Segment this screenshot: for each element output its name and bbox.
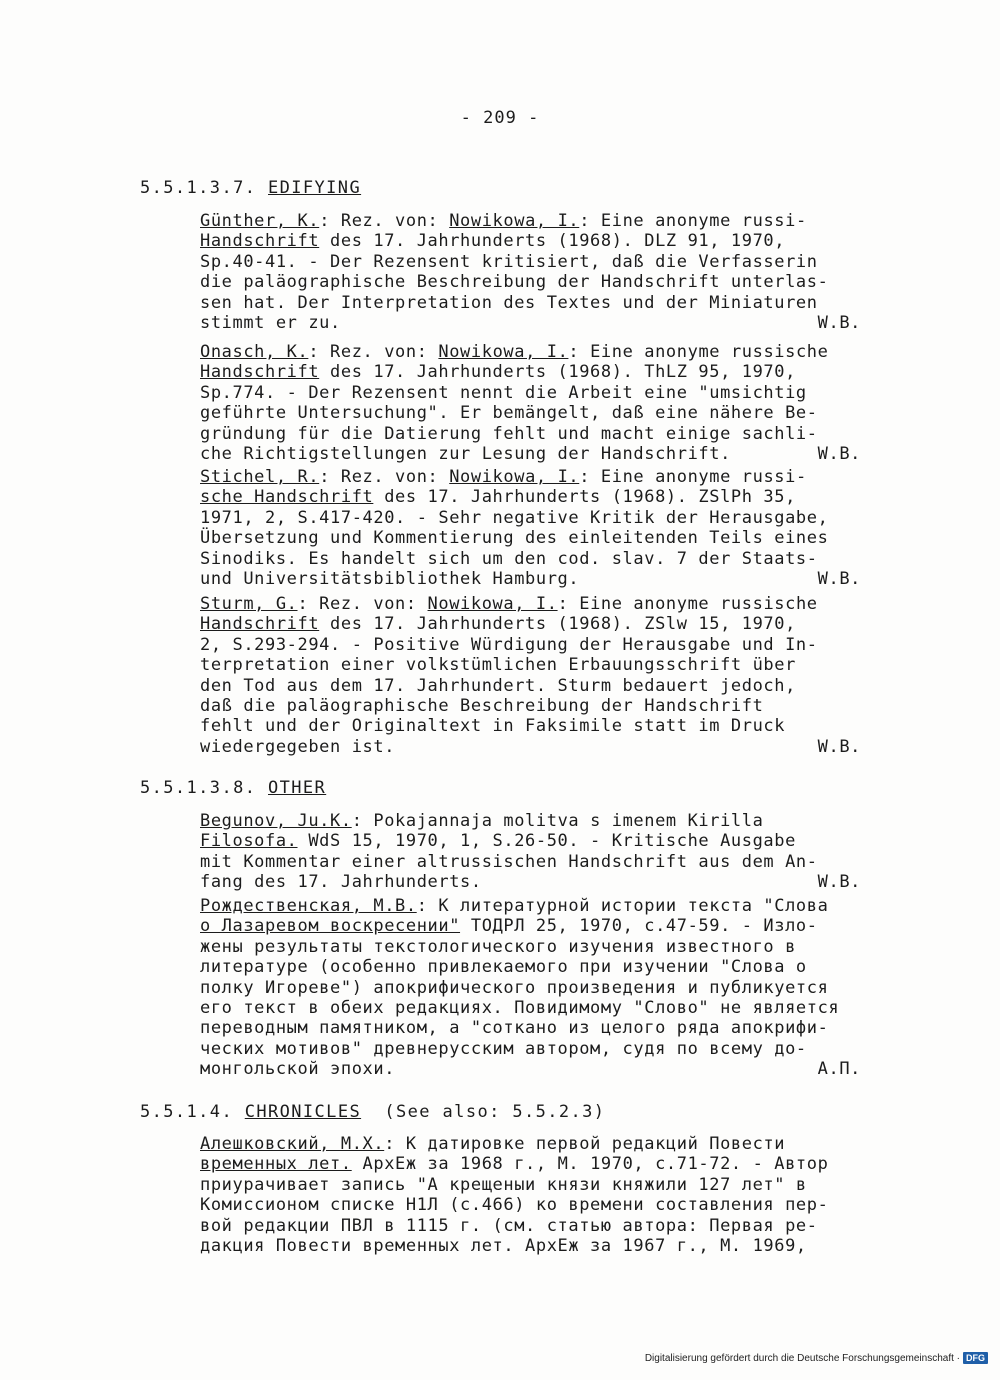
entry-line <box>200 231 875 251</box>
entry-text: ТОДРЛ 25, 1970, с.47-59. - Изло- <box>460 916 818 937</box>
entry-line <box>200 831 875 851</box>
section-see-also: (See also: 5.5.2.3) <box>384 1102 606 1122</box>
entry-line <box>200 1039 875 1059</box>
entry-line <box>200 957 875 977</box>
underlined-citation: Handschrift <box>200 362 320 383</box>
section-heading <box>140 778 326 798</box>
entry-text: ческих мотивов" древнерусским автором, судя по всему до- <box>200 1038 807 1059</box>
entry-text: Комиссионом списке Н1Л (с.466) ко времени составления пер- <box>200 1195 829 1216</box>
entry-text: fehlt und der Originaltext in Faksimile statt im Druck <box>200 716 786 737</box>
entry-line <box>200 508 875 528</box>
entry-text: : Rez. von: <box>297 594 428 614</box>
page-number: - 209 - <box>460 108 540 128</box>
entry-line <box>200 676 875 696</box>
entry-line <box>200 1236 875 1256</box>
entry-line <box>200 998 875 1018</box>
entry-text: полку Игореве") апокрифического произведения и публикуется <box>200 977 829 998</box>
section-number: 5.5.1.3.8. <box>140 778 257 798</box>
underlined-citation: Günther, K. <box>200 211 320 231</box>
entry-line <box>200 252 875 272</box>
entry-text: sen hat. Der Interpretation des Textes und der Miniaturen <box>200 292 818 313</box>
entry-text: wiedergegeben ist. <box>200 736 396 757</box>
entry-text: : Rez. von: <box>319 467 450 487</box>
reviewer-initials: W.B. <box>817 872 861 893</box>
section-title: OTHER <box>268 778 327 798</box>
entry-text: den Tod aus dem 17. Jahrhundert. Sturm bedauert jedoch, <box>200 675 796 696</box>
underlined-citation: Handschrift <box>200 614 320 635</box>
entry-line <box>200 487 875 507</box>
reviewer-initials: W.B. <box>817 568 861 589</box>
underlined-citation: Begunov, Ju.K. <box>200 811 352 831</box>
bibliography-entry <box>200 1134 875 1256</box>
entry-line <box>200 1195 875 1215</box>
reviewer-initials: W.B. <box>817 736 861 757</box>
reviewer-initials: W.B. <box>817 443 861 464</box>
entry-text: : Pokajannaja molitva s imenem Kirilla <box>351 811 764 831</box>
section-heading <box>140 178 361 198</box>
underlined-citation: временных лет. <box>200 1154 352 1175</box>
entry-line <box>200 383 875 403</box>
entry-text: des 17. Jahrhunderts (1968). ThLZ 95, 1970, <box>319 362 796 383</box>
entry-text: 2, S.293-294. - Positive Würdigung der Herausgabe und In- <box>200 634 818 655</box>
bibliography-entry <box>200 342 875 464</box>
entry-text: вой редакции ПВЛ в 1115 г. (см. статью автора: Первая ре- <box>200 1215 818 1236</box>
entry-text: geführte Untersuchung". Er bemängelt, daß eine nähere Be- <box>200 403 818 424</box>
underlined-citation: Nowikowa, I. <box>427 594 558 614</box>
entry-text: : Eine anonyme russi- <box>579 211 807 231</box>
entry-text: его текст в обеих редакциях. Повидимому "Слово" не является <box>200 997 840 1018</box>
entry-line <box>200 811 875 831</box>
entry-text: stimmt er zu. <box>200 312 341 333</box>
footer-text: Digitalisierung gefördert durch die Deutsche Forschungsgemeinschaft · <box>644 1352 960 1364</box>
entry-text: fang des 17. Jahrhunderts. <box>200 872 482 893</box>
underlined-citation: Рождественская, М.В. <box>200 896 417 916</box>
section-heading <box>140 1102 605 1122</box>
entry-text: Sinodiks. Es handelt sich um den cod. slav. 7 der Staats- <box>200 548 818 569</box>
entry-line <box>200 852 875 872</box>
entry-text: : Eine anonyme russische <box>568 342 829 362</box>
section-number: 5.5.1.4. <box>140 1102 234 1122</box>
entry-line <box>200 1154 875 1174</box>
bibliography-entry <box>200 811 875 893</box>
entry-text: : Eine anonyme russische <box>557 594 818 614</box>
entry-text: дакция Повести временных лет. АрхЕж за 1967 г., М. 1969, <box>200 1235 807 1256</box>
underlined-citation: sche Handschrift <box>200 487 374 508</box>
underlined-citation: Nowikowa, I. <box>438 342 569 362</box>
entry-line <box>200 1175 875 1195</box>
underlined-citation: Stichel, R. <box>200 467 320 487</box>
entry-text: Sp.774. - Der Rezensent nennt die Arbeit eine "umsichtig <box>200 382 807 403</box>
entry-line <box>200 716 875 736</box>
entry-text: des 17. Jahrhunderts (1968). DLZ 91, 1970, <box>319 231 786 252</box>
entry-line <box>200 293 875 313</box>
entry-text: : Eine anonyme russi- <box>579 467 807 487</box>
entry-line <box>200 362 875 382</box>
entry-line <box>200 655 875 675</box>
entry-line <box>200 594 875 614</box>
entry-line <box>200 549 875 569</box>
section-title: EDIFYING <box>268 178 362 198</box>
entry-text: переводным памятником, а "соткано из целого ряда апокрифи- <box>200 1018 829 1039</box>
entry-text: terpretation einer volkstümlichen Erbauungsschrift über <box>200 655 796 676</box>
entry-line <box>200 896 875 916</box>
entry-line <box>200 211 875 231</box>
entry-text: Übersetzung und Kommentierung des einleitenden Teils eines <box>200 528 829 549</box>
underlined-citation: Nowikowa, I. <box>449 467 580 487</box>
entry-line <box>200 937 875 957</box>
entry-text: die paläographische Beschreibung der Handschrift unterlas- <box>200 272 829 293</box>
reviewer-initials: А.П. <box>817 1059 861 1080</box>
underlined-citation: Onasch, K. <box>200 342 309 362</box>
entry-line <box>200 467 875 487</box>
entry-line <box>200 916 875 936</box>
entry-line <box>200 569 875 589</box>
bibliography-entry <box>200 467 875 589</box>
entry-text: gründung für die Datierung fehlt und macht einige sachli- <box>200 423 818 444</box>
entry-text: монгольской эпохи. <box>200 1059 396 1080</box>
entry-text: mit Kommentar einer altrussischen Handschrift aus dem An- <box>200 851 818 872</box>
entry-text: жены результаты текстологического изучения известного в <box>200 936 796 957</box>
underlined-citation: Handschrift <box>200 231 320 252</box>
underlined-citation: Sturm, G. <box>200 594 298 614</box>
section-number: 5.5.1.3.7. <box>140 178 257 198</box>
entry-text: : Rez. von: <box>308 342 439 362</box>
bibliography-entry <box>200 211 875 333</box>
entry-line <box>200 696 875 716</box>
entry-text: литературе (особенно привлекаемого при изучении "Слова о <box>200 957 807 978</box>
entry-text: che Richtigstellungen zur Lesung der Handschrift. <box>200 443 731 464</box>
section-title: CHRONICLES <box>244 1102 362 1122</box>
digitization-footer <box>645 1352 988 1364</box>
entry-line <box>200 1216 875 1236</box>
entry-line <box>200 528 875 548</box>
entry-text: des 17. Jahrhunderts (1968). ZSlw 15, 1970, <box>319 614 796 635</box>
entry-text: : Rez. von: <box>319 211 450 231</box>
entry-text: WdS 15, 1970, 1, S.26-50. - Kritische Ausgabe <box>297 831 796 852</box>
underlined-citation: Nowikowa, I. <box>449 211 580 231</box>
entry-line <box>200 872 875 892</box>
entry-line <box>200 737 875 757</box>
entry-text: 1971, 2, S.417-420. - Sehr negative Kritik der Herausgabe, <box>200 507 829 528</box>
entry-line <box>200 1134 875 1154</box>
bibliography-entry <box>200 594 875 757</box>
dfg-logo: DFG <box>963 1352 988 1364</box>
underlined-citation: Filosofa. <box>200 831 298 852</box>
entry-text: приурачивает запись "А крещеныи князи княжили 127 лет" в <box>200 1174 807 1195</box>
underlined-citation: о Лазаревом воскресении" <box>200 916 461 937</box>
entry-line <box>200 1059 875 1079</box>
entry-line <box>200 614 875 634</box>
entry-text: : К датировке первой редакций Повести <box>384 1134 786 1154</box>
entry-text: Sp.40-41. - Der Rezensent kritisiert, daß die Verfasserin <box>200 251 818 272</box>
entry-line <box>200 313 875 333</box>
entry-text: daß die paläographische Beschreibung der Handschrift <box>200 695 764 716</box>
entry-line <box>200 978 875 998</box>
entry-line <box>200 1018 875 1038</box>
bibliography-entry <box>200 896 875 1080</box>
entry-text: АрхЕж за 1968 г., М. 1970, с.71-72. - Автор <box>351 1154 829 1175</box>
entry-text: : К литературной истории текста "Слова <box>416 896 829 916</box>
entry-text: des 17. Jahrhunderts (1968). ZSlPh 35, <box>373 487 796 508</box>
entry-line <box>200 272 875 292</box>
underlined-citation: Алешковский, М.Х. <box>200 1134 385 1154</box>
entry-line <box>200 342 875 362</box>
entry-line <box>200 635 875 655</box>
entry-line <box>200 444 875 464</box>
entry-line <box>200 424 875 444</box>
reviewer-initials: W.B. <box>817 312 861 333</box>
entry-line <box>200 403 875 423</box>
entry-text: und Universitätsbibliothek Hamburg. <box>200 568 580 589</box>
